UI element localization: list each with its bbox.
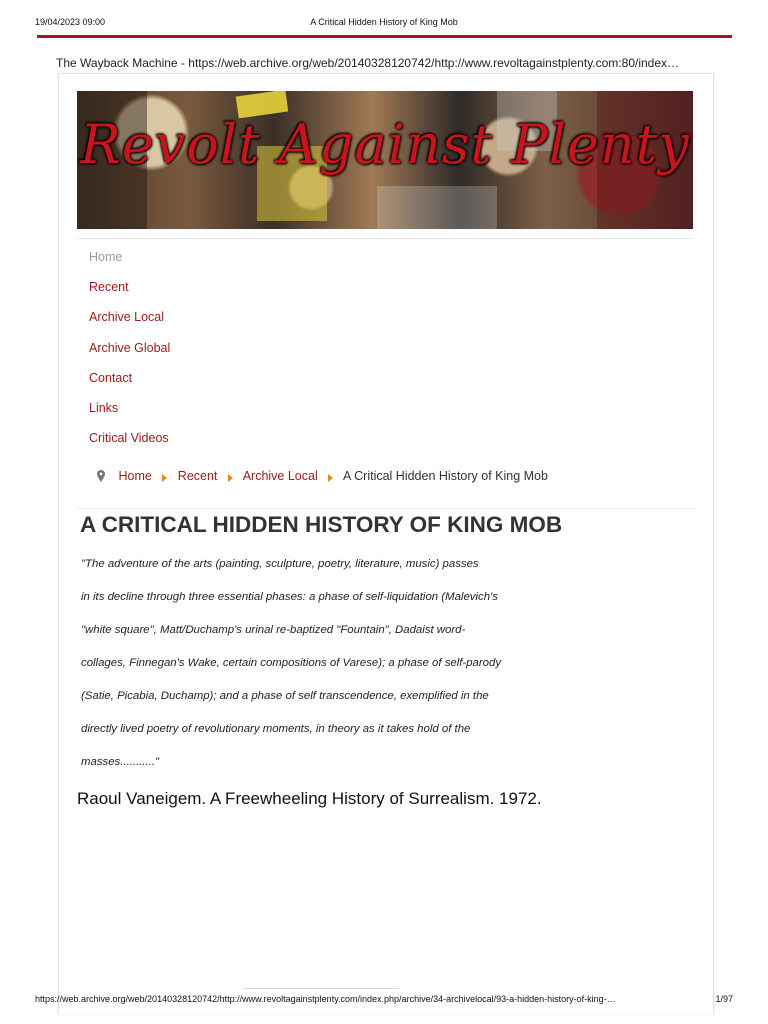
print-title: A Critical Hidden History of King Mob bbox=[310, 17, 458, 27]
quote-line: directly lived poetry of revolutionary moments, in theory as it takes hold of the bbox=[81, 723, 471, 735]
nav-link-links[interactable]: Links bbox=[89, 400, 119, 415]
breadcrumb-recent[interactable]: Recent bbox=[177, 469, 218, 483]
article-quote bbox=[81, 556, 561, 787]
main-nav bbox=[89, 249, 170, 460]
banner-collage-tile bbox=[377, 186, 497, 229]
quote-line: in its decline through three essential phases: a phase of self-liquidation (Malevich's bbox=[81, 591, 498, 603]
article-title: A CRITICAL HIDDEN HISTORY OF KING MOB bbox=[80, 512, 563, 537]
nav-item-home[interactable] bbox=[89, 249, 170, 279]
nav-link-contact[interactable]: Contact bbox=[89, 370, 133, 385]
page-number: 1/97 bbox=[715, 994, 733, 1004]
nav-item-archive-local[interactable] bbox=[89, 309, 170, 339]
quote-line: collages, Finnegan's Wake, certain compositions of Varese); a phase of self-parody bbox=[81, 657, 502, 669]
nav-item-links[interactable] bbox=[89, 400, 170, 430]
divider bbox=[77, 238, 693, 239]
location-pin-icon bbox=[97, 470, 105, 482]
nav-link-critical-videos[interactable]: Critical Videos bbox=[89, 431, 169, 446]
nav-item-contact[interactable] bbox=[89, 370, 170, 400]
quote-line: "white square", Matt/Duchamp's urinal re-baptized "Fountain", Dadaist word- bbox=[81, 624, 466, 636]
print-date: 19/04/2023 09:00 bbox=[35, 17, 106, 27]
wayback-banner-text: The Wayback Machine - https://web.archive.org/web/20140328120742/http://www.revoltagainstplenty.com:80/index… bbox=[56, 56, 680, 70]
print-footer bbox=[35, 994, 733, 1006]
quote-line: masses..........." bbox=[81, 756, 160, 768]
nav-link-archive-global[interactable]: Archive Global bbox=[89, 340, 171, 355]
nav-item-critical-videos[interactable] bbox=[89, 430, 170, 460]
divider bbox=[243, 988, 399, 989]
breadcrumb-archive-local[interactable]: Archive Local bbox=[242, 469, 318, 483]
breadcrumb-current: A Critical Hidden History of King Mob bbox=[343, 469, 548, 483]
breadcrumb-arrow-icon bbox=[228, 474, 233, 482]
quote-attribution: Raoul Vaneigem. A Freewheeling History of Surrealism. 1972. bbox=[77, 789, 542, 808]
breadcrumb-arrow-icon bbox=[162, 474, 167, 482]
quote-line: (Satie, Picabia, Duchamp); and a phase of self transcendence, exemplified in the bbox=[81, 690, 489, 702]
nav-link-archive-local[interactable]: Archive Local bbox=[89, 310, 165, 325]
nav-item-recent[interactable] bbox=[89, 279, 170, 309]
site-banner[interactable] bbox=[77, 91, 693, 229]
breadcrumb bbox=[97, 469, 548, 483]
breadcrumb-home[interactable]: Home bbox=[118, 469, 152, 483]
print-footer-url: https://web.archive.org/web/20140328120742/http://www.revoltagainstplenty.com/index.php/archive/34-archivelocal/93-a-hidden-history-of-king-… bbox=[35, 994, 616, 1004]
nav-link-home[interactable]: Home bbox=[89, 250, 123, 264]
site-logo-title: Revolt Against Plenty bbox=[80, 113, 690, 176]
nav-link-recent[interactable]: Recent bbox=[89, 280, 129, 295]
header-divider bbox=[37, 35, 732, 38]
quote-line: "The adventure of the arts (painting, sculpture, poetry, literature, music) passes bbox=[81, 558, 479, 570]
breadcrumb-arrow-icon bbox=[328, 474, 333, 482]
nav-item-archive-global[interactable] bbox=[89, 340, 170, 370]
divider bbox=[77, 508, 693, 509]
print-header bbox=[35, 17, 733, 29]
